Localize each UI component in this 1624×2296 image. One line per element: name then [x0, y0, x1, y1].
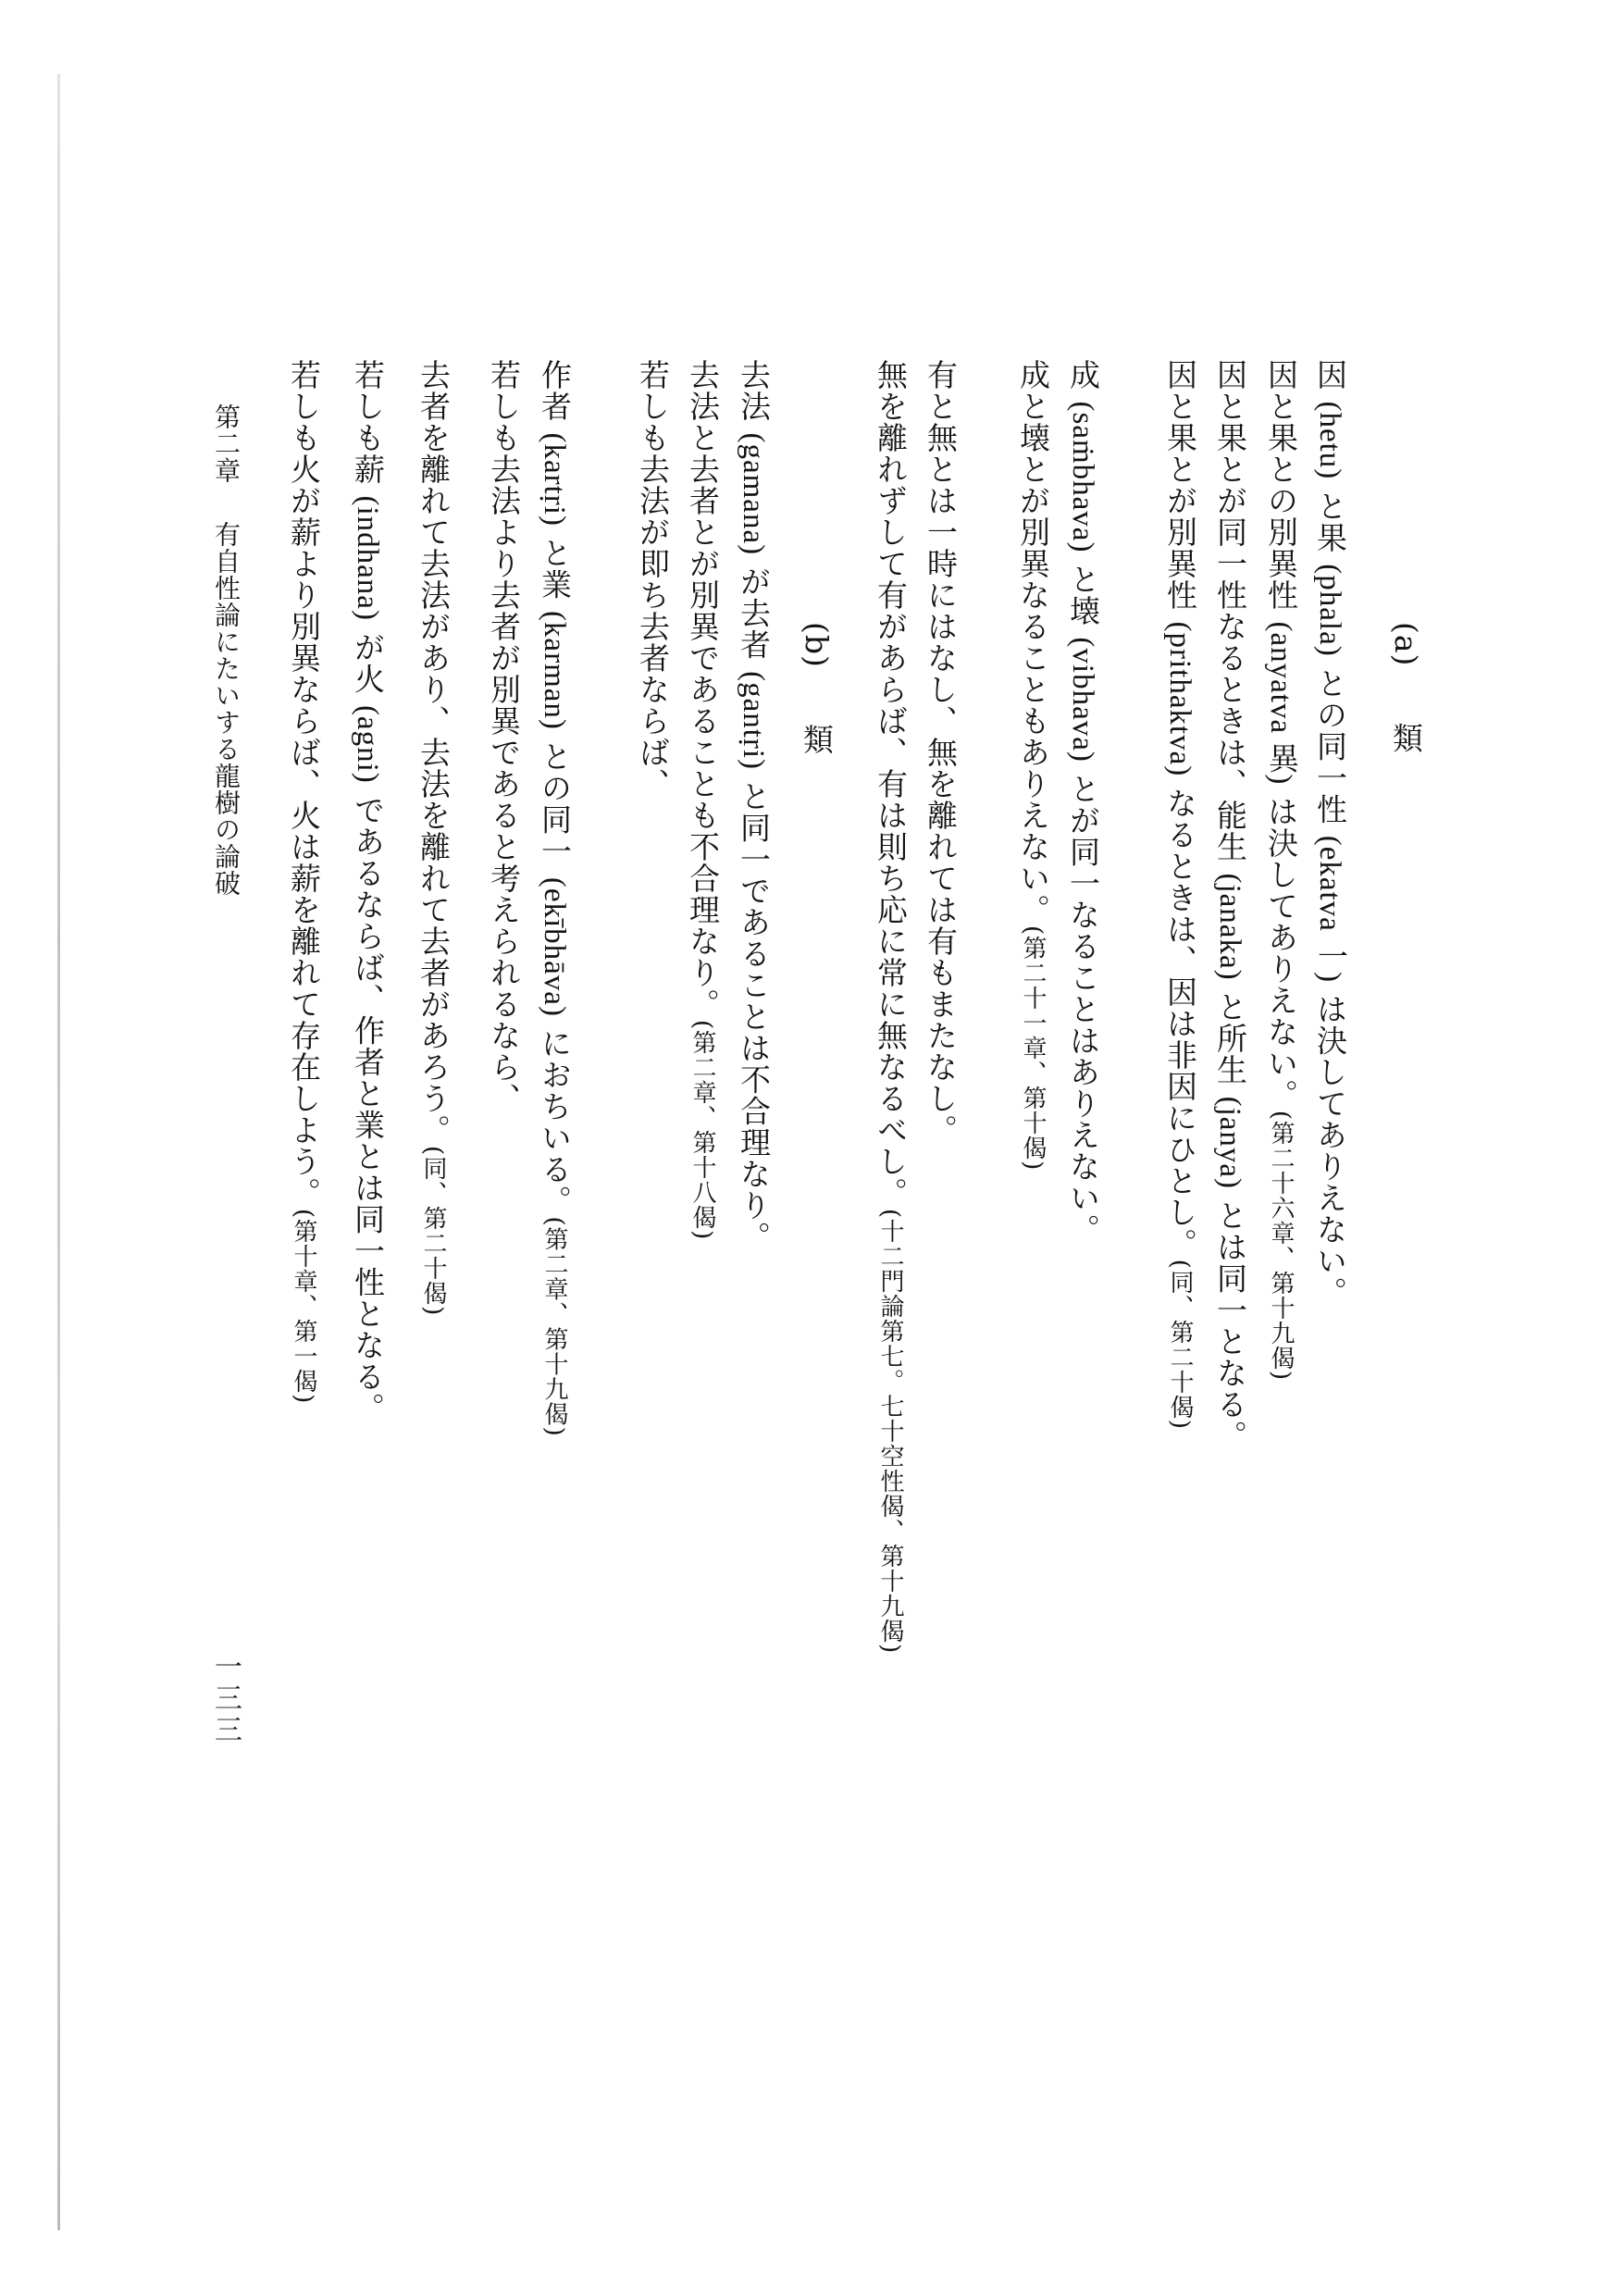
- transliteration: (karman): [538, 610, 571, 730]
- transliteration: (janya): [1213, 1096, 1246, 1190]
- transliteration: (janaka): [1213, 873, 1246, 981]
- text-line: [685, 359, 721, 1241]
- transliteration: (phala): [1313, 564, 1346, 657]
- transliteration: (anyatva 異): [1264, 621, 1297, 786]
- page-number: 一三三: [209, 1652, 242, 1746]
- text-line: [537, 359, 573, 1437]
- line-citation: (同、第二十偈): [1166, 1259, 1194, 1431]
- transliteration: (gantṛi): [737, 671, 770, 771]
- transliteration: (vibhava): [1066, 637, 1099, 763]
- text-line: [873, 359, 909, 1655]
- line-citation: (十二門論第七。七十空性偈、第十九偈): [876, 1209, 904, 1655]
- line-text: 若しも去法が即ち去者ならば、: [635, 359, 671, 800]
- text-line: [1164, 359, 1196, 1430]
- text-line: [1214, 359, 1246, 1452]
- line-text: 若しも薪 (indhana) が火 (agni) であるならば、作者と業とは同一性となる。: [350, 359, 386, 1424]
- text-line: [1015, 359, 1051, 1172]
- line-text: 去者を離れて去法があり、去法を離れて去者があろう。: [415, 359, 452, 1146]
- line-text: 若しも去法より去者が別異であると考えられるなら、: [486, 359, 522, 1114]
- transliteration: (prithaktva): [1163, 621, 1196, 777]
- line-text: 無を離れずして有があらば、有は則ち応に常に無なるべし。: [873, 359, 909, 1209]
- line-citation: (第二十六章、第十九偈): [1267, 1110, 1295, 1382]
- text-line: [1312, 359, 1348, 1309]
- transliteration: (hetu): [1313, 401, 1346, 480]
- transliteration: (gamana): [737, 432, 770, 556]
- line-citation: (第二章、第十九偈): [540, 1216, 568, 1437]
- line-citation: (第二十一章、第十偈): [1019, 925, 1047, 1172]
- line-text: 因と果との別異性 (anyatva 異) は決してありえない。: [1263, 359, 1299, 1111]
- text-line: [923, 359, 959, 1146]
- line-text: 因と果とが別異性 (prithaktva) なるときは、因は非因にひとし。: [1162, 359, 1198, 1260]
- text-line: [1065, 359, 1101, 1246]
- line-text: 因 (hetu) と果 (phala) との同一性 (ekatva 一) は決してありえない。: [1312, 359, 1348, 1309]
- line-text: 有と無とは一時にはなし、無を離れては有もまたなし。: [923, 359, 959, 1146]
- line-text: 作者 (kartṛi) と業 (karman) との同一 (ekībhāva) におちいる。: [537, 359, 573, 1217]
- running-head-chapter: 第二章: [211, 403, 242, 484]
- text-line: [286, 359, 322, 1405]
- line-citation: (第二章、第十八偈): [688, 1020, 716, 1241]
- section-a-label: (a): [1388, 622, 1424, 667]
- line-text: 若しも火が薪より別異ならば、火は薪を離れて存在しよう。: [286, 359, 322, 1209]
- section-b-title: 類: [799, 723, 835, 755]
- section-b-label: (b): [799, 622, 835, 668]
- line-text: 成と壊とが別異なることもありえない。: [1015, 359, 1051, 925]
- line-text: 因と果とが同一性なるときは、能生 (janaka) と所生 (janya) とは同一となる。: [1212, 359, 1248, 1452]
- text-line: [350, 359, 386, 1424]
- section-b-heading: [799, 622, 835, 755]
- text-line: [736, 359, 772, 1253]
- transliteration: (kartṛi): [538, 432, 571, 527]
- transliteration: (indhana): [351, 495, 384, 621]
- page-binding-edge: [57, 74, 60, 2230]
- section-a-title: 類: [1388, 722, 1424, 754]
- transliteration: (ekatva 一): [1313, 835, 1346, 984]
- section-a-heading: [1388, 622, 1424, 754]
- text-line: [635, 359, 671, 800]
- transliteration: (ekībhāva): [538, 876, 571, 1017]
- transliteration: (agni): [351, 704, 384, 784]
- line-text: 去法と去者とが別異であることも不合理なり。: [685, 359, 721, 1020]
- text-line: [1263, 359, 1299, 1382]
- text-line: [486, 359, 522, 1114]
- line-text: 去法 (gamana) が去者 (gantṛi) と同一であることは不合理なり。: [736, 359, 772, 1253]
- line-citation: (同、第二十偈): [419, 1146, 447, 1317]
- running-head: [211, 403, 242, 897]
- line-text: 成 (saṁbhava) と壊 (vibhava) とが同一なることはありえない。: [1065, 359, 1101, 1246]
- transliteration: (saṁbhava): [1066, 401, 1099, 553]
- running-head-title: 有自性論にたいする龍樹の論破: [211, 521, 242, 897]
- line-citation: (第十章、第一偈): [290, 1209, 317, 1405]
- text-line: [415, 359, 452, 1317]
